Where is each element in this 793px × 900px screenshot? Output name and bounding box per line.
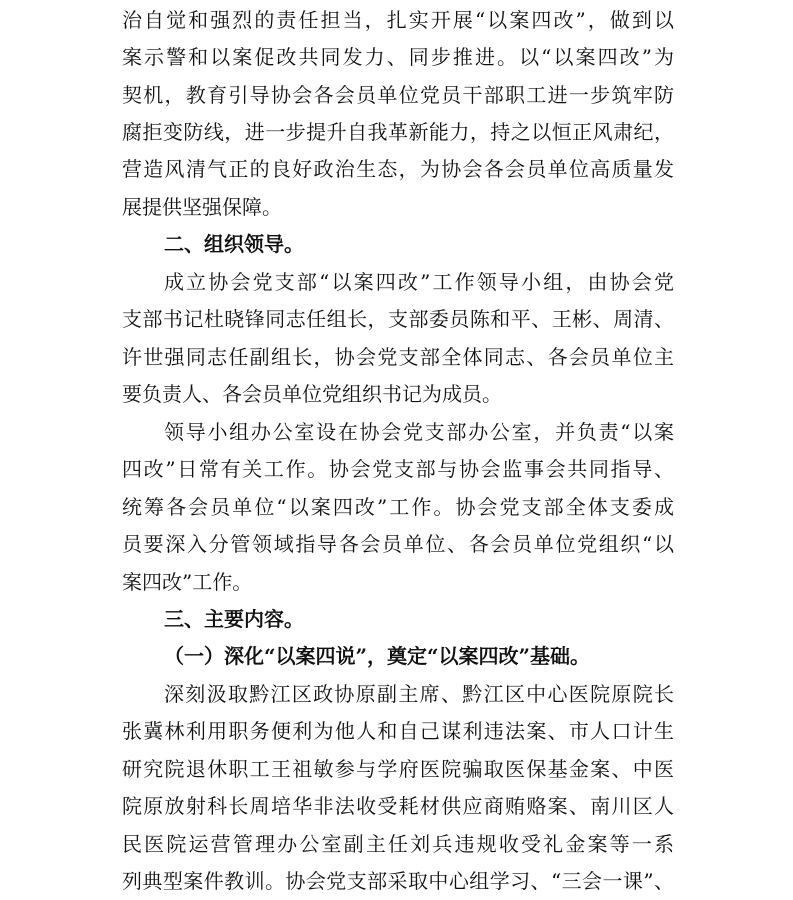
section-heading: 二、组织领导。 <box>164 232 304 256</box>
paragraph-line: 深刻汲取黔江区政协原副主席、黔江区中心医院原院长 <box>164 682 674 706</box>
paragraph-line: 支部书记杜晓锋同志任组长，支部委员陈和平、王彬、周清、 <box>122 307 674 331</box>
paragraph-line: 案示警和以案促改共同发力、同步推进。以“以案四改”为 <box>122 45 674 69</box>
paragraph-line: 研究院退休职工王祖敏参与学府医院骗取医保基金案、中医 <box>122 757 674 781</box>
paragraph-line: 契机，教育引导协会各会员单位党员干部职工进一步筑牢防 <box>122 83 674 107</box>
paragraph-line: 领导小组办公室设在协会党支部办公室，并负责“以案 <box>164 420 674 444</box>
section-heading: 三、主要内容。 <box>164 607 304 631</box>
paragraph-line: 展提供坚强保障。 <box>122 195 282 219</box>
paragraph-line: 成立协会党支部“以案四改”工作领导小组，由协会党 <box>164 270 674 294</box>
paragraph-line: 民医院运营管理办公室副主任刘兵违规收受礼金案等一系 <box>122 832 674 856</box>
paragraph-line: 案四改”工作。 <box>122 570 253 594</box>
paragraph-line: 统筹各会员单位“以案四改”工作。协会党支部全体支委成 <box>122 495 674 519</box>
paragraph-line: 营造风清气正的良好政治生态，为协会各会员单位高质量发 <box>122 157 674 181</box>
paragraph-line: 院原放射科长周培华非法收受耗材供应商贿赂案、南川区人 <box>122 794 674 818</box>
paragraph-line: 腐拒变防线，进一步提升自我革新能力，持之以恒正风肃纪， <box>122 120 674 144</box>
paragraph-line: 治自觉和强烈的责任担当，扎实开展“以案四改”，做到以 <box>122 8 674 32</box>
paragraph-line: 列典型案件教训。协会党支部采取中心组学习、“三会一课”、 <box>122 869 674 893</box>
paragraph-line: 张冀林利用职务便利为他人和自己谋利违法案、市人口计生 <box>122 719 674 743</box>
paragraph-line: 要负责人、各会员单位党组织书记为成员。 <box>122 382 502 406</box>
paragraph-line: 员要深入分管领域指导各会员单位、各会员单位党组织“以 <box>122 532 674 556</box>
subsection-heading: （一）深化“以案四说”，奠定“以案四改”基础。 <box>164 644 591 668</box>
paragraph-line: 四改”日常有关工作。协会党支部与协会监事会共同指导、 <box>122 457 674 481</box>
paragraph-line: 许世强同志任副组长，协会党支部全体同志、各会员单位主 <box>122 345 674 369</box>
